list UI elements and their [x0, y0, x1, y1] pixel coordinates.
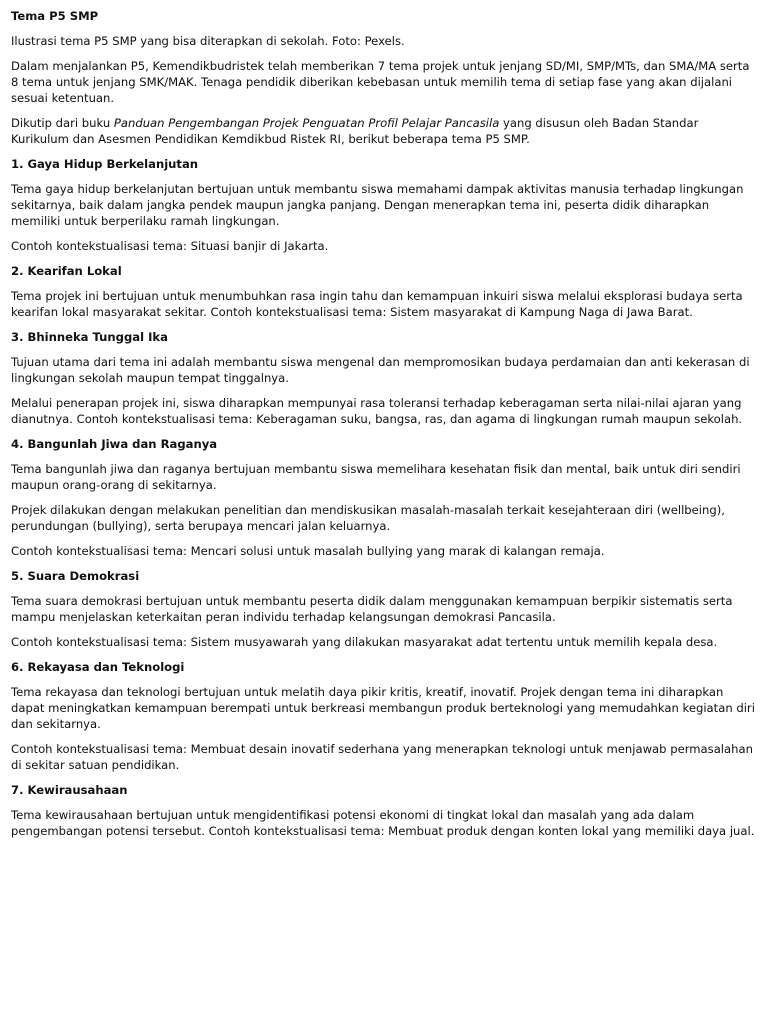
section-5-paragraph-1: Tema suara demokrasi bertujuan untuk membantu peserta didik dalam menggunakan kemampuan berpikir sistematis serta mampu menjelaskan keterkaitan peran individu terhadap kelangsungan demokrasi Pancasila.: [11, 594, 733, 624]
source-paragraph: [11, 115, 757, 147]
section-1-paragraph-2: Contoh kontekstualisasi tema: Situasi banjir di Jakarta.: [11, 239, 329, 253]
source-suffix: yang disusun oleh Badan Standar Kurikulum dan Asesmen Pendidikan Kemdikbud Ristek RI, berikut beberapa tema P5 SMP.: [11, 116, 699, 146]
section-4-paragraph-2: Projek dilakukan dengan melakukan penelitian dan mendiskusikan masalah-masalah terkait kesejahteraan diri (wellbeing), perundungan (bullying), serta berupaya mencari jalan keluarnya.: [11, 503, 725, 533]
section-3-paragraph-2: Melalui penerapan projek ini, siswa diharapkan mempunyai rasa toleransi terhadap keberagaman serta nilai-nilai ajaran yang dianutnya. Contoh kontekstualisasi tema: Keberagaman suku, bangsa, ras, dan agama di lingkungan rumah maupun sekolah.: [11, 396, 743, 426]
book-title: Panduan Pengembangan Projek Penguatan Profil Pelajar Pancasila: [113, 116, 500, 130]
article-body: [11, 8, 757, 848]
image-caption: Ilustrasi tema P5 SMP yang bisa diterapkan di sekolah. Foto: Pexels.: [11, 34, 405, 48]
section-heading-5: 5. Suara Demokrasi: [11, 569, 140, 583]
section-heading-4: 4. Bangunlah Jiwa dan Raganya: [11, 437, 218, 451]
section-4-paragraph-3: Contoh kontekstualisasi tema: Mencari solusi untuk masalah bullying yang marak di kalangan remaja.: [11, 544, 605, 558]
section-6-paragraph-2: Contoh kontekstualisasi tema: Membuat desain inovatif sederhana yang menerapkan teknologi untuk menjawab permasalahan di sekitar satuan pendidikan.: [11, 742, 753, 772]
section-6-paragraph-1: Tema rekayasa dan teknologi bertujuan untuk melatih daya pikir kritis, kreatif, inovatif. Projek dengan tema ini diharapkan dapat meningkatkan kemampuan berempati untuk berkreasi membangun produk berteknologi yang memudahkan kegiatan diri dan sekitarnya.: [11, 685, 755, 731]
source-prefix: Dikutip dari buku: [11, 116, 114, 130]
intro-paragraph: Dalam menjalankan P5, Kemendikbudristek telah memberikan 7 tema projek untuk jenjang SD/MI, SMP/MTs, dan SMA/MA serta 8 tema untuk jenjang SMK/MAK. Tenaga pendidik diberikan kebebasan untuk memilih tema di setiap fase yang akan dijalani sesuai ketentuan.: [11, 59, 750, 105]
section-heading-2: 2. Kearifan Lokal: [11, 264, 122, 278]
section-heading-3: 3. Bhinneka Tunggal Ika: [11, 330, 168, 344]
section-5-paragraph-2: Contoh kontekstualisasi tema: Sistem musyawarah yang dilakukan masyarakat adat tertentu untuk memilih kepala desa.: [11, 635, 718, 649]
article-title: Tema P5 SMP: [11, 9, 99, 23]
section-1-paragraph-1: Tema gaya hidup berkelanjutan bertujuan untuk membantu siswa memahami dampak aktivitas manusia terhadap lingkungan sekitarnya, baik dalam jangka pendek maupun jangka panjang. Dengan menerapkan tema ini, peserta didik diharapkan memiliki untuk berperilaku ramah lingkungan.: [11, 182, 744, 228]
section-heading-7: 7. Kewirausahaan: [11, 783, 128, 797]
section-2-paragraph-1: Tema projek ini bertujuan untuk menumbuhkan rasa ingin tahu dan kemampuan inkuiri siswa melalui eksplorasi budaya serta kearifan lokal masyarakat sekitar. Contoh kontekstualisasi tema: Sistem masyarakat di Kampung Naga di Jawa Barat.: [11, 289, 743, 319]
section-heading-1: 1. Gaya Hidup Berkelanjutan: [11, 157, 199, 171]
section-7-paragraph-1: Tema kewirausahaan bertujuan untuk mengidentifikasi potensi ekonomi di tingkat lokal dan masalah yang ada dalam pengembangan potensi tersebut. Contoh kontekstualisasi tema: Membuat produk dengan konten lokal yang memiliki daya jual.: [11, 808, 755, 838]
section-heading-6: 6. Rekayasa dan Teknologi: [11, 660, 185, 674]
section-3-paragraph-1: Tujuan utama dari tema ini adalah membantu siswa mengenal dan mempromosikan budaya perdamaian dan anti kekerasan di lingkungan sekolah maupun tempat tinggalnya.: [11, 355, 750, 385]
section-4-paragraph-1: Tema bangunlah jiwa dan raganya bertujuan membantu siswa memelihara kesehatan fisik dan mental, baik untuk diri sendiri maupun orang-orang di sekitarnya.: [11, 462, 741, 492]
